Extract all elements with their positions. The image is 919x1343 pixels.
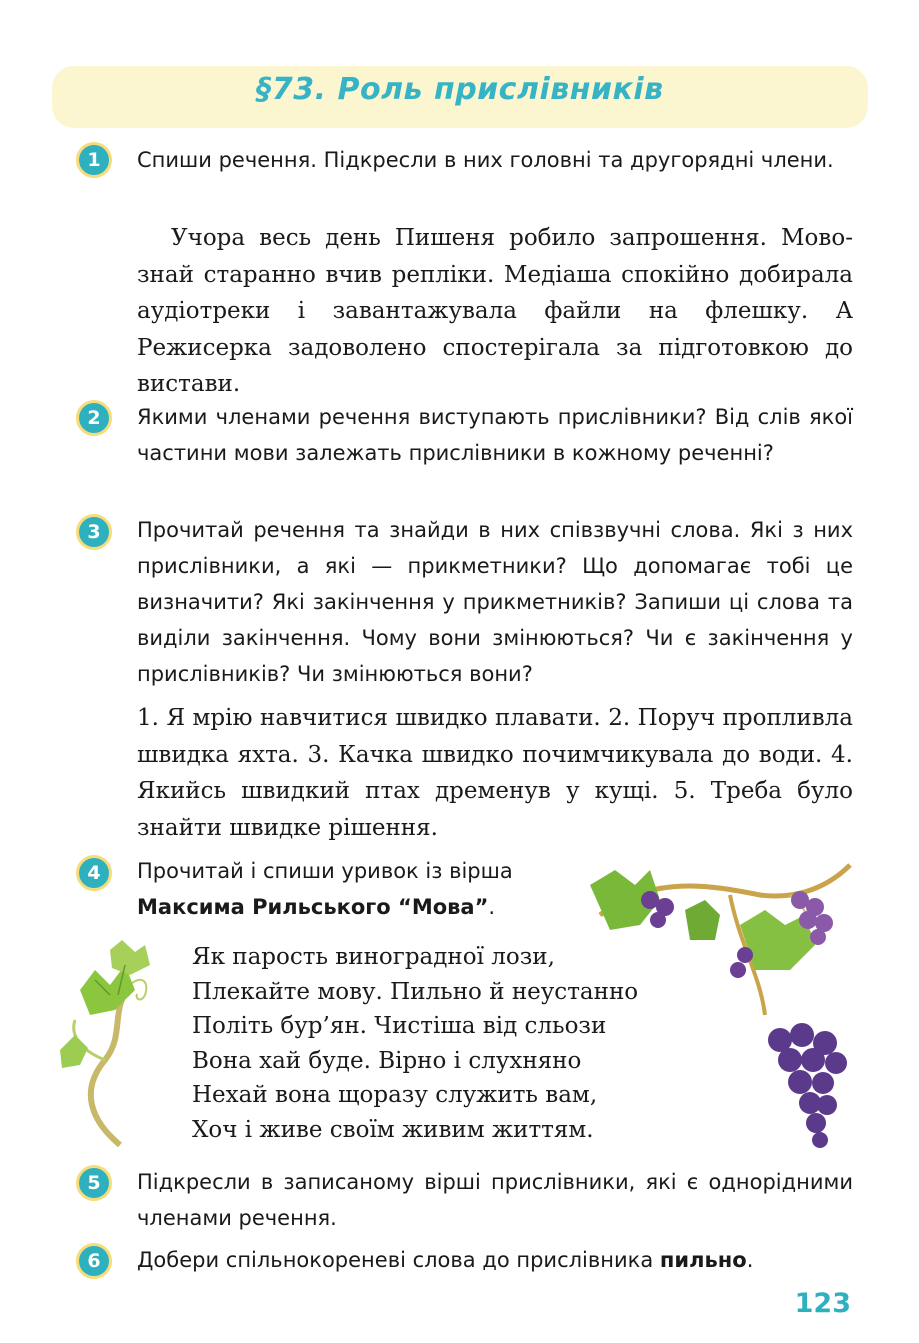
poem-line: Плекайте мову. Пильно й неустанно	[192, 978, 639, 1005]
task-number-badge: 2	[76, 400, 112, 436]
task-number-badge: 1	[76, 142, 112, 178]
grape-vine-tendril-image	[50, 940, 180, 1150]
poem-line: Як парость виноградної лози,	[192, 944, 555, 970]
grape-bunch-image	[590, 855, 870, 1155]
task-1-text: Спиши речення. Підкресли в них головні та другорядні члени.	[137, 148, 834, 172]
task-5-text: Підкресли в записаному вірші прислівники, які є однорідними членами речення.	[137, 1170, 853, 1230]
task-number-badge: 5	[76, 1165, 112, 1201]
task-4-plain: Прочитай і спиши уривок із вірша	[137, 859, 513, 883]
page-title: §73. Роль прислівників	[256, 72, 664, 107]
exercise-1-paragraph: Учора весь день Пишеня робило запрошення. Мовознай старанно вчив репліки. Медіаша спокійно добирала аудіотреки і завантажувала файли на флешку. А Режисерка задоволено спостерігала за підготовкою до вистави.	[137, 225, 853, 397]
task-6-plain: Добери спільнокореневі слова до прислівника	[137, 1248, 660, 1272]
task-number-badge: 4	[76, 855, 112, 891]
exercise-3-paragraph: 1. Я мрію навчитися швидко плавати. 2. Поруч пропливла швидка яхта. 3. Качка швидко почимчикувала до води. 4. Якийсь швидкий птах дременув у кущі. 5. Треба було знайти швидке рішення.	[137, 705, 853, 841]
exercise-3-text	[137, 700, 853, 846]
exercise-1-text	[137, 220, 853, 403]
task-4-text	[137, 853, 567, 925]
poem-line: Нехай вона щоразу служить вам,	[192, 1082, 598, 1108]
task-number-badge: 6	[76, 1243, 112, 1279]
task-4-tail: .	[488, 895, 496, 919]
task-number-badge: 3	[76, 514, 112, 550]
poem	[192, 940, 638, 1147]
task-6-text	[137, 1242, 853, 1278]
poem-line: Хоч і живе своїм живим життям.	[192, 1116, 594, 1143]
poem-line: Політь бур’ян. Чистіша від сльози	[192, 1013, 607, 1039]
page-number: 123	[794, 1288, 851, 1319]
title-banner	[52, 66, 868, 128]
task-6-tail: .	[746, 1248, 754, 1272]
task-2-text: Якими членами речення виступають прислівники? Від слів якої частини мови залежать прислівники в кожному реченні?	[137, 405, 853, 465]
task-6-bold: пильно	[659, 1248, 747, 1272]
task-3-text: Прочитай речення та знайди в них співзвучні слова. Які з них прислівники, а які — прикметники? Що допомагає тобі це визначити? Які закінчення у прикметників? Запиши ці слова та виділи закінчення. Чому вони змінюються? Чи є закінчення у прислівників? Чи змінюються вони?	[137, 518, 853, 686]
poem-line: Вона хай буде. Вірно і слухняно	[192, 1047, 582, 1074]
task-4-bold: Максима Рильського “Мова”	[137, 895, 489, 919]
